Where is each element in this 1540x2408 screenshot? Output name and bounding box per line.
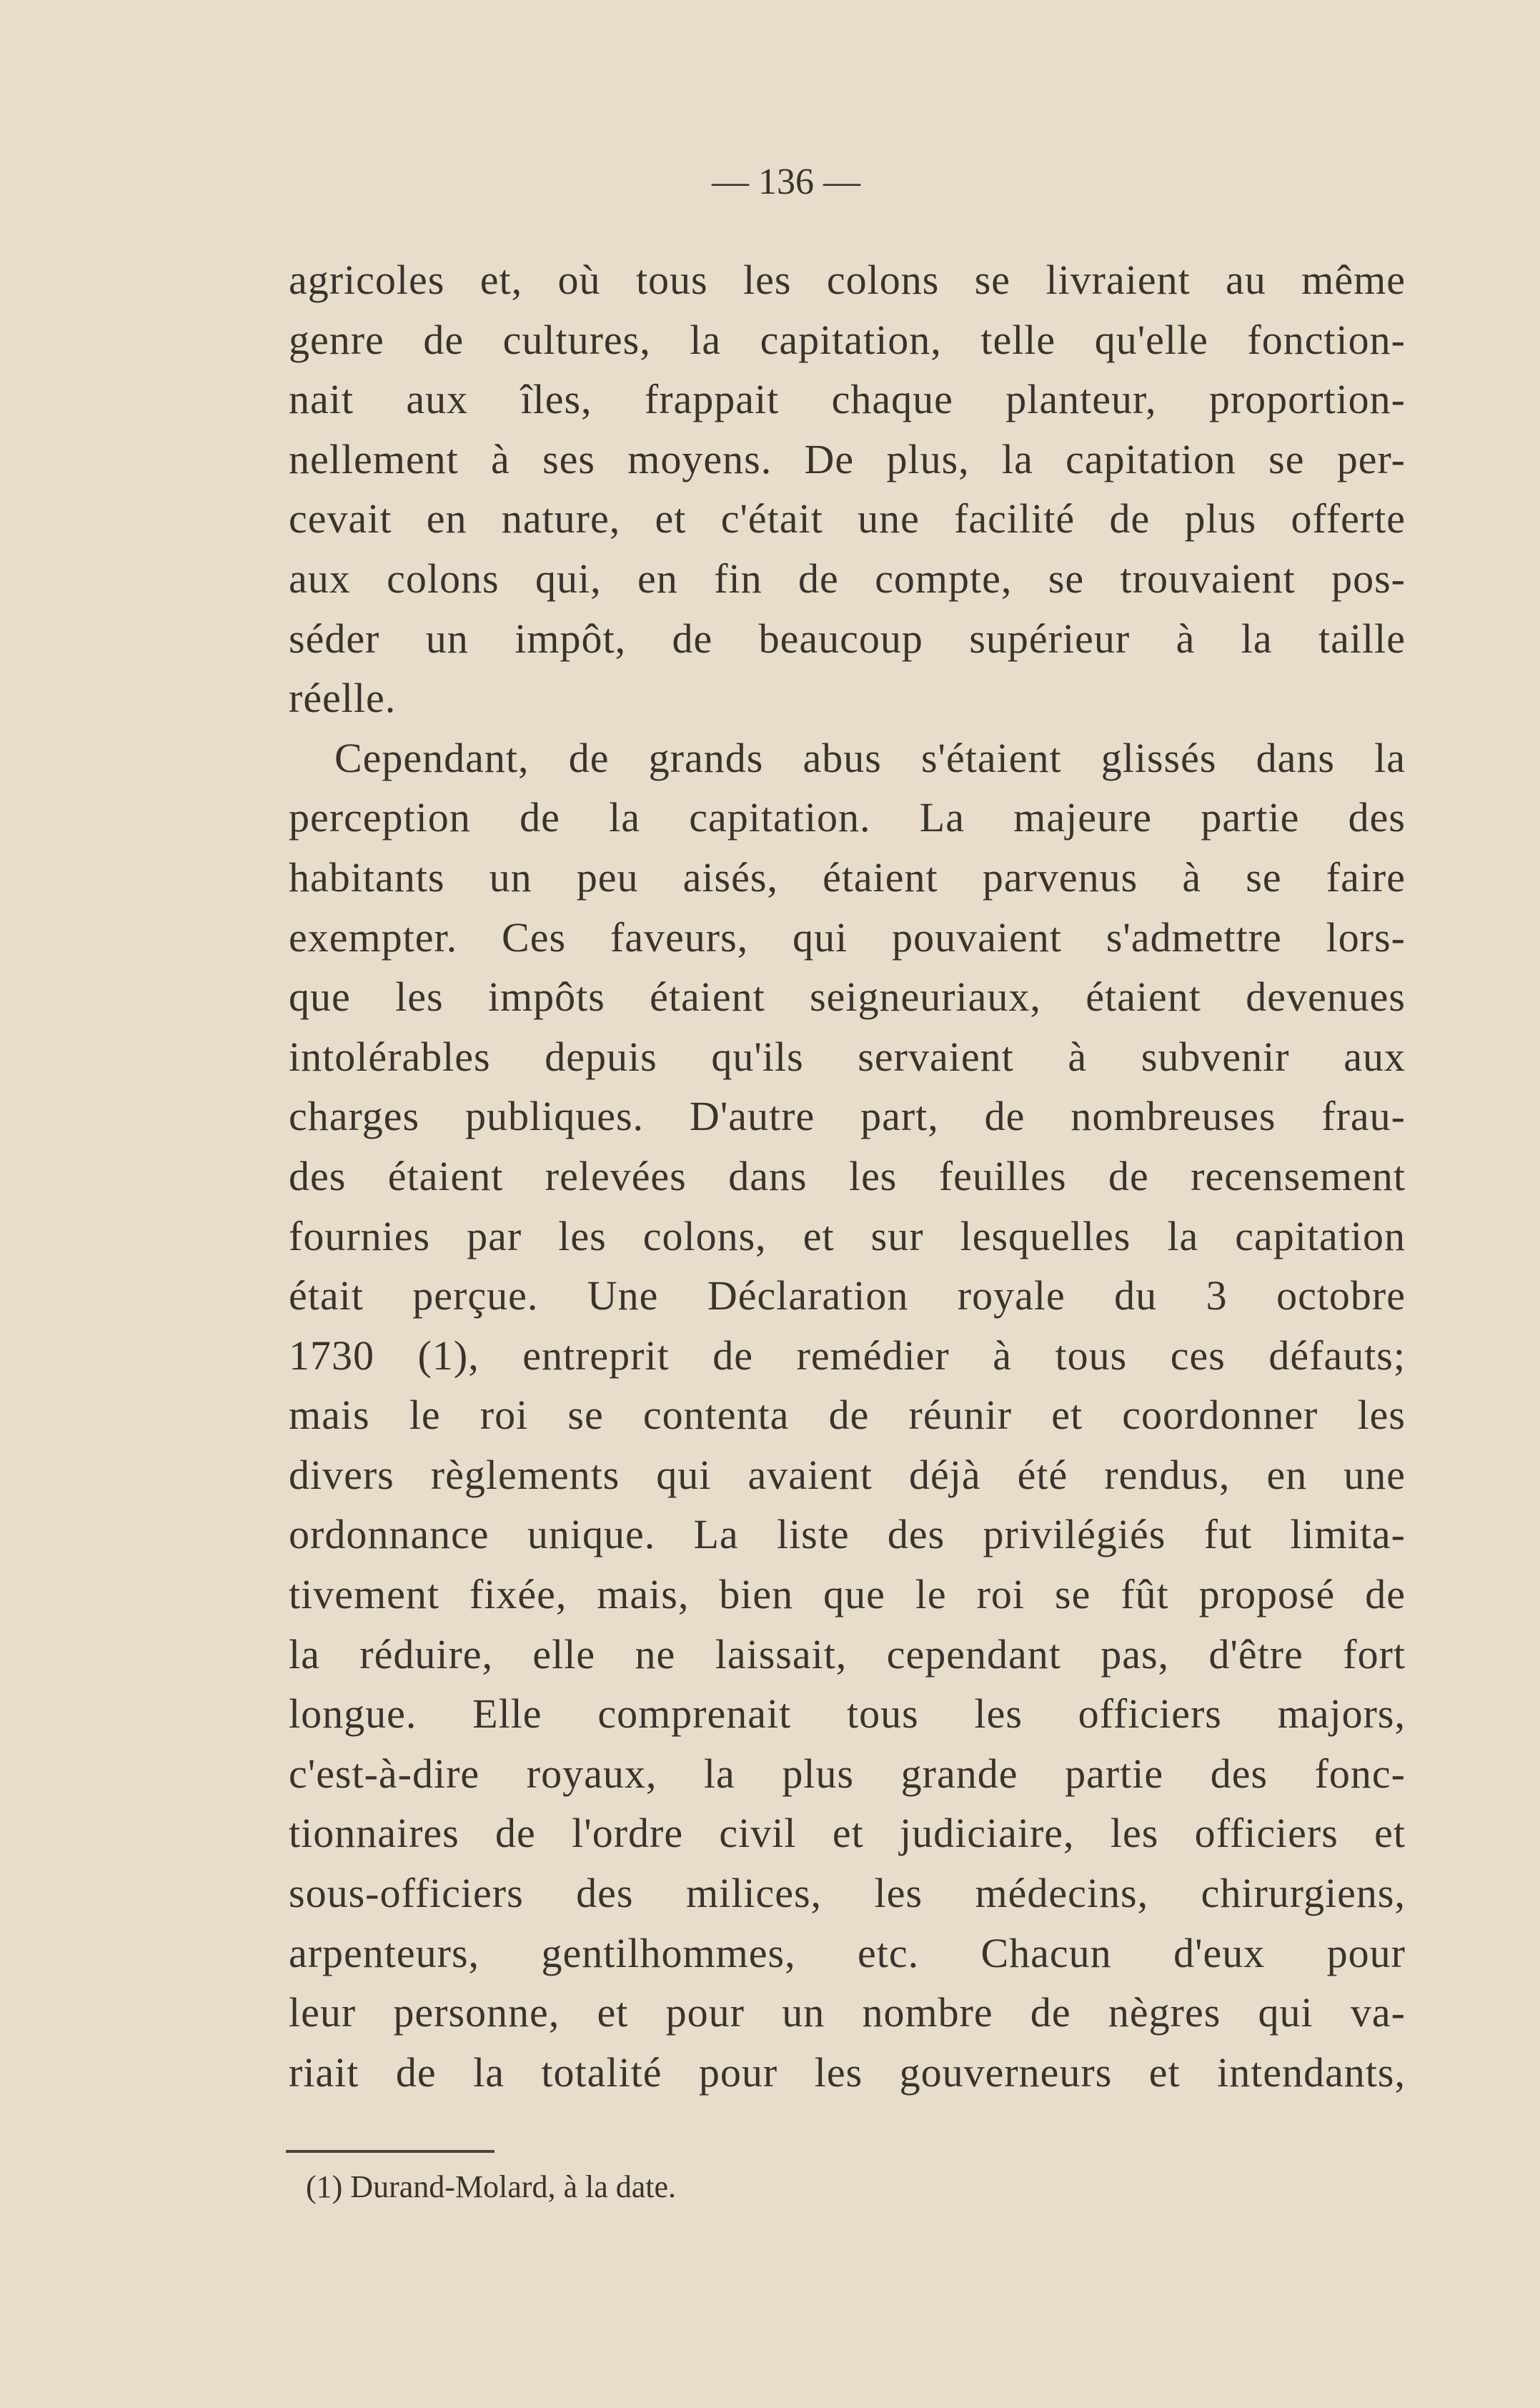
text-line: nait aux îles, frappait chaque planteur, proportion- <box>289 376 1406 423</box>
text-line: exempter. Ces faveurs, qui pouvaient s'admettre lors- <box>289 913 1406 961</box>
text-line: intolérables depuis qu'ils servaient à subvenir aux <box>289 1033 1406 1080</box>
text-line: tivement fixée, mais, bien que le roi se fût proposé de <box>289 1571 1406 1618</box>
text-line: leur personne, et pour un nombre de nègres qui va- <box>289 1989 1406 2036</box>
text-line: habitants un peu aisés, étaient parvenus à se faire <box>289 853 1406 901</box>
text-line: charges publiques. D'autre part, de nombreuses frau- <box>289 1093 1406 1140</box>
text-line: genre de cultures, la capitation, telle qu'elle fonction- <box>289 316 1406 363</box>
body-text <box>289 250 1406 2102</box>
text-line: cevait en nature, et c'était une facilité de plus offerte <box>289 495 1406 542</box>
page-number: — 136 — <box>712 162 860 202</box>
text-line: tionnaires de l'ordre civil et judiciaire, les officiers et <box>289 1810 1406 1857</box>
text-line: agricoles et, où tous les colons se livraient au même <box>289 257 1406 303</box>
text-line: longue. Elle comprenait tous les officiers majors, <box>289 1690 1406 1738</box>
text-line: réelle. <box>289 675 397 722</box>
text-line: divers règlements qui avaient déjà été rendus, en une <box>289 1451 1406 1498</box>
text-line: mais le roi se contenta de réunir et coordonner les <box>289 1392 1406 1439</box>
text-line: fournies par les colons, et sur lesquelles la capitation <box>289 1212 1406 1259</box>
text-line: des étaient relevées dans les feuilles de recensement <box>289 1152 1406 1199</box>
text-line: ordonnance unique. La liste des privilégiés fut limita- <box>289 1511 1406 1558</box>
text-line: était perçue. Une Déclaration royale du 3 octobre <box>289 1272 1406 1319</box>
text-line: la réduire, elle ne laissait, cependant pas, d'être fort <box>289 1630 1406 1678</box>
text-line: c'est-à-dire royaux, la plus grande partie des fonc- <box>289 1750 1406 1797</box>
text-line: 1730 (1), entreprit de remédier à tous ces défauts; <box>289 1332 1406 1379</box>
text-line: arpenteurs, gentilhommes, etc. Chacun d'eux pour <box>289 1929 1406 1976</box>
text-line: riait de la totalité pour les gouverneurs et intendants, <box>289 2048 1406 2096</box>
text-line: aux colons qui, en fin de compte, se trouvaient pos- <box>289 555 1406 602</box>
text-line: perception de la capitation. La majeure partie des <box>289 794 1406 841</box>
text-line: nellement à ses moyens. De plus, la capitation se per- <box>289 435 1406 482</box>
text-line: sous-officiers des milices, les médecins, chirurgiens, <box>289 1870 1406 1917</box>
text-line: Cependant, de grands abus s'étaient glissés dans la <box>334 734 1406 781</box>
text-line: séder un impôt, de beaucoup supérieur à la taille <box>289 615 1406 662</box>
footnote: (1) Durand-Molard, à la date. <box>306 2169 677 2204</box>
footnote-divider <box>286 2150 495 2153</box>
text-line: que les impôts étaient seigneuriaux, étaient devenues <box>289 973 1406 1021</box>
